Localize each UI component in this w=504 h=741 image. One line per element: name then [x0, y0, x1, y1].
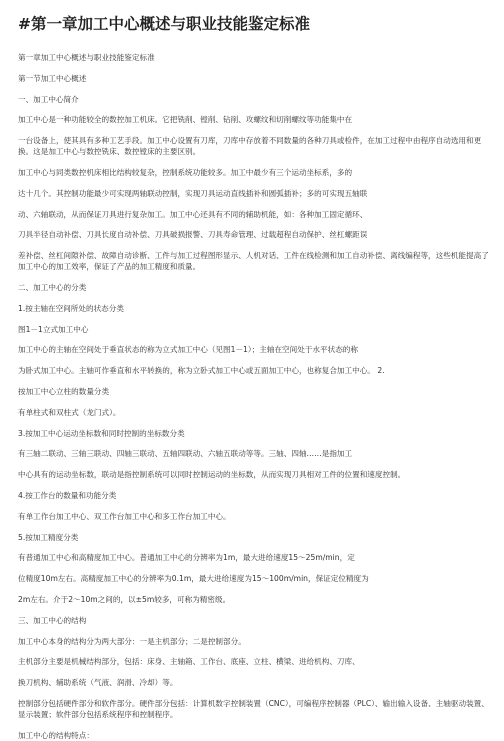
- paragraph: 三、加工中心的结构: [18, 615, 87, 625]
- paragraph: 加工中心与同类数控机床相比结构较复杂，控制系统功能较多。加工中最少有三个运动坐标系，多的: [18, 167, 353, 177]
- paragraph: 第一章加工中心概述与职业技能鉴定标准: [18, 53, 155, 62]
- paragraph: 4.按工作台的数量和功能分类: [18, 490, 117, 500]
- paragraph: 有普通加工中心和高精度加工中心。普通加工中心的分辨率为1m，最大进给速度15～25m/min，定: [18, 553, 355, 563]
- paragraph: 为卧式加工中心。主轴可作垂直和水平转换的，称为立卧式加工中心或五面加工中心，也称复合加工中心。 2.: [18, 366, 385, 376]
- document-title: #第一章加工中心概述与职业技能鉴定标准: [18, 15, 310, 33]
- paragraph: 中心具有的运动坐标数，联动是指控制系统可以同时控制运动的坐标数，从而实现刀具相对工件的位置和速度控制。: [18, 470, 406, 480]
- paragraph: 刀具半径自动补偿、刀具长度自动补偿、刀具破损报警、刀具寿命管理、过载超程自动保护、丝杠螺距误: [18, 230, 368, 240]
- document-body: [18, 52, 490, 741]
- paragraph: 有单工作台加工中心、双工作台加工中心和多工作台加工中心。: [18, 511, 231, 521]
- paragraph: 图1－1立式加工中心: [18, 324, 89, 334]
- paragraph: 2m左右。介于2～10m之间的，以±5m较多，可称为精密级。: [18, 594, 231, 604]
- paragraph: 5.按加工精度分类: [18, 532, 79, 542]
- paragraph: 加工中心的主轴在空间处于垂直状态的称为立式加工中心（见图1－1）；主轴在空间处于水平状态的称: [18, 345, 358, 355]
- paragraph: 一、加工中心简介: [18, 94, 79, 104]
- paragraph: 控制部分包括硬件部分和软件部分。硬件部分包括：计算机数字控制装置（CNC），可编程序控制器（PLC）、输出输入设备、主轴驱动装置、显示装置；软件部分包括系统程序和控制程序。: [18, 698, 489, 719]
- paragraph: 二、加工中心的分类: [18, 282, 87, 292]
- paragraph: 加工中心的结构特点：: [18, 730, 94, 740]
- paragraph: 达十几个。其控制功能最少可实现两轴联动控制，实现刀具运动直线插补和圆弧插补；多的可实现五轴联: [18, 188, 368, 198]
- paragraph: 有单柱式和双柱式（龙门式）。: [18, 407, 121, 417]
- paragraph: 按加工中心立柱的数量分类: [18, 386, 110, 396]
- paragraph: 换刀机构、辅助系统（气液、润滑、冷却）等。: [18, 678, 178, 688]
- paragraph: 位精度10m左右。高精度加工中心的分辨率为0.1m，最大进给速度为15～100m/min，保证定位精度为: [18, 574, 369, 584]
- paragraph: 动、六轴联动，从而保证刀具进行复杂加工。加工中心还具有不同的辅助机能，如：各种加工固定循环、: [18, 209, 368, 219]
- paragraph: 3.按加工中心运动坐标数和同时控制的坐标数分类: [18, 428, 185, 438]
- paragraph: 1.按主轴在空间所处的状态分类: [18, 303, 124, 313]
- paragraph: 一台设备上，使其具有多种工艺手段。加工中心设置有刀库，刀库中存放着不同数量的各种刀具或检件，在加工过程中由程序自动选用和更换。这是加工中心与数控铣床、数控镗床的主要区别。: [18, 136, 482, 157]
- paragraph: 主机部分主要是机械结构部分，包括：床身、主轴箱、工作台、底座、立柱、横梁、进给机构、刀库、: [18, 657, 360, 667]
- paragraph: 有三轴二联动、三轴三联动、四轴三联动、五轴四联动、六轴五联动等等。三轴、四轴……是指加工: [18, 449, 353, 459]
- paragraph: 第一节加工中心概述: [18, 73, 87, 83]
- paragraph: 加工中心是一种功能较全的数控加工机床。它把铣削、镗削、钻削、攻螺纹和切削螺纹等功能集中在: [18, 115, 353, 125]
- paragraph: 加工中心本身的结构分为两大部分：一是主机部分；二是控制部分。: [18, 636, 246, 646]
- paragraph: 差补偿、丝杠间隙补偿、故障自动诊断、工件与加工过程图形显示、人机对话、工件在线检测和加工自动补偿、离线编程等，这些机能提高了加工中心的加工效率，保证了产品的加工精度和质量。: [18, 251, 489, 272]
